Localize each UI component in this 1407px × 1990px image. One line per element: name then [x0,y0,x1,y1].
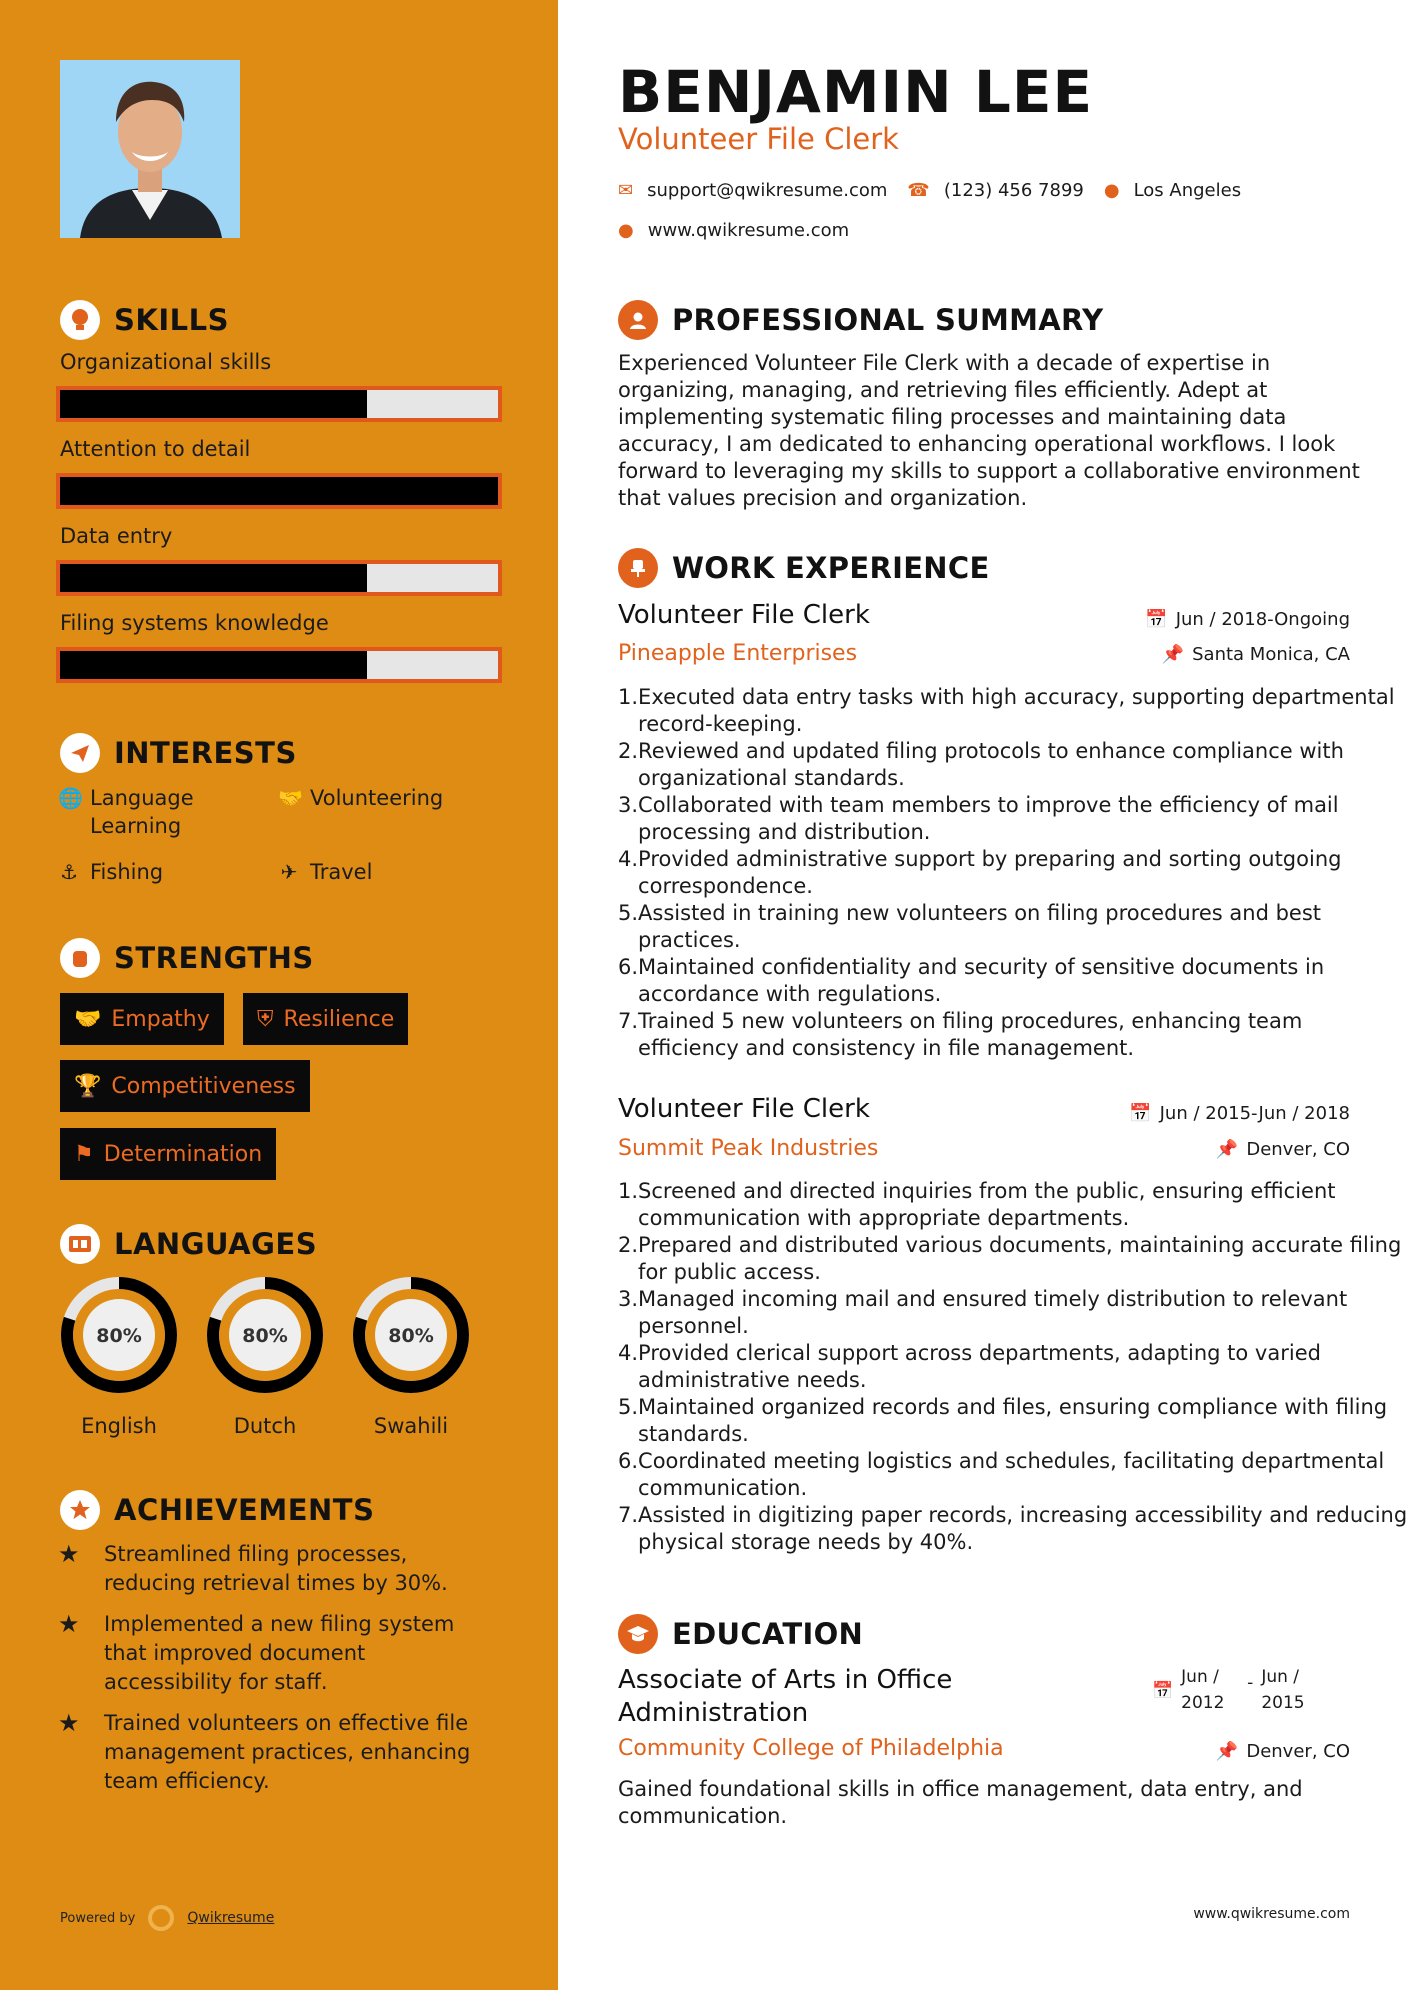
language-ring [350,1274,472,1396]
job-bullet: 2. Reviewed and updated filing protocols to enhance compliance with organizational standards. [618,739,1344,790]
interest-label: Volunteering [310,786,444,810]
skill-bar-fill [60,477,498,505]
calendar-icon: 📅 [1152,1681,1174,1701]
summary-text: Experienced Volunteer File Clerk with a decade of expertise in organizing, managing, and retrieving files efficiently. Adept at implementing systematic filing processes and maintaining data accuracy, I am dedicated to enhancing operational workflows. I look forward to leveraging my skills to support a collaborative environment that values precision and organization. [618,351,1360,510]
job-title: Volunteer File Clerk [618,1094,870,1124]
job-bullet: 3. Collaborated with team members to improve the efficiency of mail processing and distribution. [618,793,1339,844]
job-bullet: 5. Maintained organized records and files, ensuring compliance with filing standards. [618,1395,1388,1446]
interest-item [58,858,258,886]
qwikresume-link[interactable]: Qwikresume [187,1910,275,1926]
achievements-title: ACHIEVEMENTS [114,1493,375,1527]
skill-label: Organizational skills [60,350,272,374]
website[interactable]: www.qwikresume.com [647,220,850,241]
job-bullet: 6. Coordinated meeting logistics and schedules, facilitating departmental communication. [618,1449,1385,1500]
pin-icon: 📌 [1161,644,1185,665]
handshake-icon: 🤝 [278,786,303,810]
star-icon: ★ [58,1540,80,1568]
education-school: Community College of Philadelphia [618,1736,1004,1761]
education-date-separator: - [1247,1673,1254,1693]
job-date [1129,1103,1350,1124]
job-bullet: 7. Assisted in digitizing paper records, increasing accessibility and reducing physical storage needs by 40%. [618,1503,1407,1554]
job-bullet: 1. Screened and directed inquiries from the public, ensuring efficient communication with appropriate departments. [618,1179,1336,1230]
language-item [204,1274,326,1438]
skill-bar-fill [60,390,367,418]
education-start: Jun / 2012 [1181,1667,1225,1713]
trophy-icon: 🏆 [74,1073,102,1099]
education-degree: Associate of Arts in Office Administration [618,1665,953,1728]
graduation-cap-icon [618,1614,658,1654]
job-bullet: 3. Managed incoming mail and ensured timely distribution to relevant personnel. [618,1287,1348,1338]
skill-label: Attention to detail [60,437,251,461]
star-badge-icon [60,1490,100,1530]
job-date-text: Jun / 2015-Jun / 2018 [1159,1103,1350,1124]
job-bullets [618,684,1407,1062]
candidate-name: BENJAMIN LEE [618,58,1094,126]
job-location-text: Santa Monica, CA [1192,644,1350,665]
strength-chip [60,993,224,1045]
job-title: Volunteer File Clerk [618,600,870,630]
achievements-header [60,1490,374,1530]
envelope-icon: ✉ [618,180,634,201]
powered-by [60,1904,274,1932]
qwikresume-logo-icon [147,1904,175,1932]
job-bullets [618,1178,1407,1556]
interest-label: Fishing [90,860,164,884]
paper-plane-icon [60,733,100,773]
skill-label: Filing systems knowledge [60,611,329,635]
strength-chip [243,993,408,1045]
job-bullet: 7. Trained 5 new volunteers on filing procedures, enhancing team efficiency and consistency in file management. [618,1009,1303,1060]
profile-photo [60,60,240,238]
achievement-text: Trained volunteers on effective file management practices, enhancing team efficiency. [104,1711,471,1793]
job-date [1145,609,1350,630]
education-title: EDUCATION [672,1617,864,1651]
language-name: English [81,1414,157,1438]
strengths-title: STRENGTHS [114,941,314,975]
location: Los Angeles [1133,180,1242,201]
job-location [1216,1139,1350,1160]
globe-icon: ● [618,220,634,241]
education-header [618,1614,863,1654]
pin-icon: 📌 [1215,1139,1239,1160]
achievement-item [58,1610,498,1697]
main-content [558,0,1407,1990]
fist-icon [60,938,100,978]
language-item [350,1274,472,1438]
job-location [1162,644,1350,665]
star-icon: ★ [58,1709,80,1737]
language-name: Swahili [373,1414,449,1438]
language-percent: 80% [388,1325,434,1347]
interest-label: Language Learning [90,786,194,838]
language-icon [60,1224,100,1264]
calendar-icon: 📅 [1129,1103,1152,1124]
skill-bar-fill [60,651,367,679]
strength-label: Determination [103,1141,263,1167]
handshake-icon: 🤝 [74,1006,102,1032]
strengths-header [60,938,314,978]
job-bullet: 4. Provided administrative support by preparing and sorting outgoing correspondence. [618,847,1342,898]
language-item [58,1274,180,1438]
email[interactable]: support@qwikresume.com [647,180,888,201]
skill-bar-fill [60,564,367,592]
office-chair-icon [618,548,658,588]
plane-icon: ✈ [280,860,298,884]
strength-chip [60,1128,276,1180]
globe-icon: 🌐 [58,786,83,810]
job-company: Summit Peak Industries [618,1136,879,1161]
flag-icon: ⚑ [74,1141,94,1167]
interest-label: Travel [310,860,373,884]
experience-header [618,548,990,588]
education-date [1152,1664,1319,1716]
strength-label: Competitiveness [111,1073,296,1099]
sidebar [0,0,558,1990]
lightbulb-icon [60,300,100,340]
star-icon: ★ [58,1610,80,1638]
achievement-text: Streamlined filing processes, reducing retrieval times by 30%. [104,1542,448,1595]
job-bullet: 1. Executed data entry tasks with high accuracy, supporting departmental record-keeping. [618,685,1395,736]
interest-item [58,784,258,840]
skill-bar [56,386,502,422]
powered-by-text: Powered by [60,1910,136,1926]
job-bullet: 5. Assisted in training new volunteers on filing procedures and best practices. [618,901,1322,952]
interest-item [278,858,518,886]
language-ring [58,1274,180,1396]
skill-label: Data entry [60,524,173,548]
shield-icon: ⛨ [257,1006,274,1032]
interest-item [278,784,518,812]
skill-bar [56,647,502,683]
skills-title: SKILLS [114,303,229,337]
language-name: Dutch [233,1414,297,1438]
experience-title: WORK EXPERIENCE [672,551,990,585]
job-bullet: 4. Provided clerical support across departments, adapting to varied administrative needs. [618,1341,1321,1392]
education-location-text: Denver, CO [1246,1741,1350,1762]
contact-row [618,180,1241,201]
language-ring [204,1274,326,1396]
skill-bar [56,473,502,509]
pin-icon: 📌 [1215,1741,1239,1762]
interests-title: INTERESTS [114,736,297,770]
education-end: Jun / 2015 [1261,1667,1305,1713]
job-location-text: Denver, CO [1246,1139,1350,1160]
achievement-item [58,1540,498,1598]
languages-title: LANGUAGES [114,1227,318,1261]
footer-url[interactable]: www.qwikresume.com [1193,1906,1350,1922]
achievement-text: Implemented a new filing system that improved document accessibility for staff. [104,1612,455,1694]
summary-header [618,300,1103,340]
strength-chip [60,1060,310,1112]
website-row [618,220,849,241]
strength-label: Resilience [283,1006,395,1032]
achievement-item [58,1709,498,1796]
summary-title: PROFESSIONAL SUMMARY [672,303,1104,337]
language-percent: 80% [242,1325,288,1347]
interests-header [60,733,297,773]
job-bullet: 6. Maintained confidentiality and security of sensitive documents in accordance with regulations. [618,955,1325,1006]
job-bullet: 2. Prepared and distributed various documents, maintaining accurate filing for public access. [618,1233,1402,1284]
anchor-icon: ⚓ [60,860,78,884]
skill-bar [56,560,502,596]
education-description: Gained foundational skills in office management, data entry, and communication. [618,1777,1303,1828]
skills-header [60,300,229,340]
candidate-role: Volunteer File Clerk [618,122,899,156]
calendar-icon: 📅 [1145,609,1168,630]
languages-header [60,1224,317,1264]
job-date-text: Jun / 2018-Ongoing [1175,609,1350,630]
phone-icon: ☎ [907,180,930,201]
education-location [1216,1741,1350,1762]
job-company: Pineapple Enterprises [618,641,858,666]
user-icon [618,300,658,340]
language-percent: 80% [96,1325,142,1347]
map-pin-icon: ● [1103,180,1120,201]
strength-label: Empathy [111,1006,210,1032]
phone[interactable]: (123) 456 7899 [943,180,1084,201]
